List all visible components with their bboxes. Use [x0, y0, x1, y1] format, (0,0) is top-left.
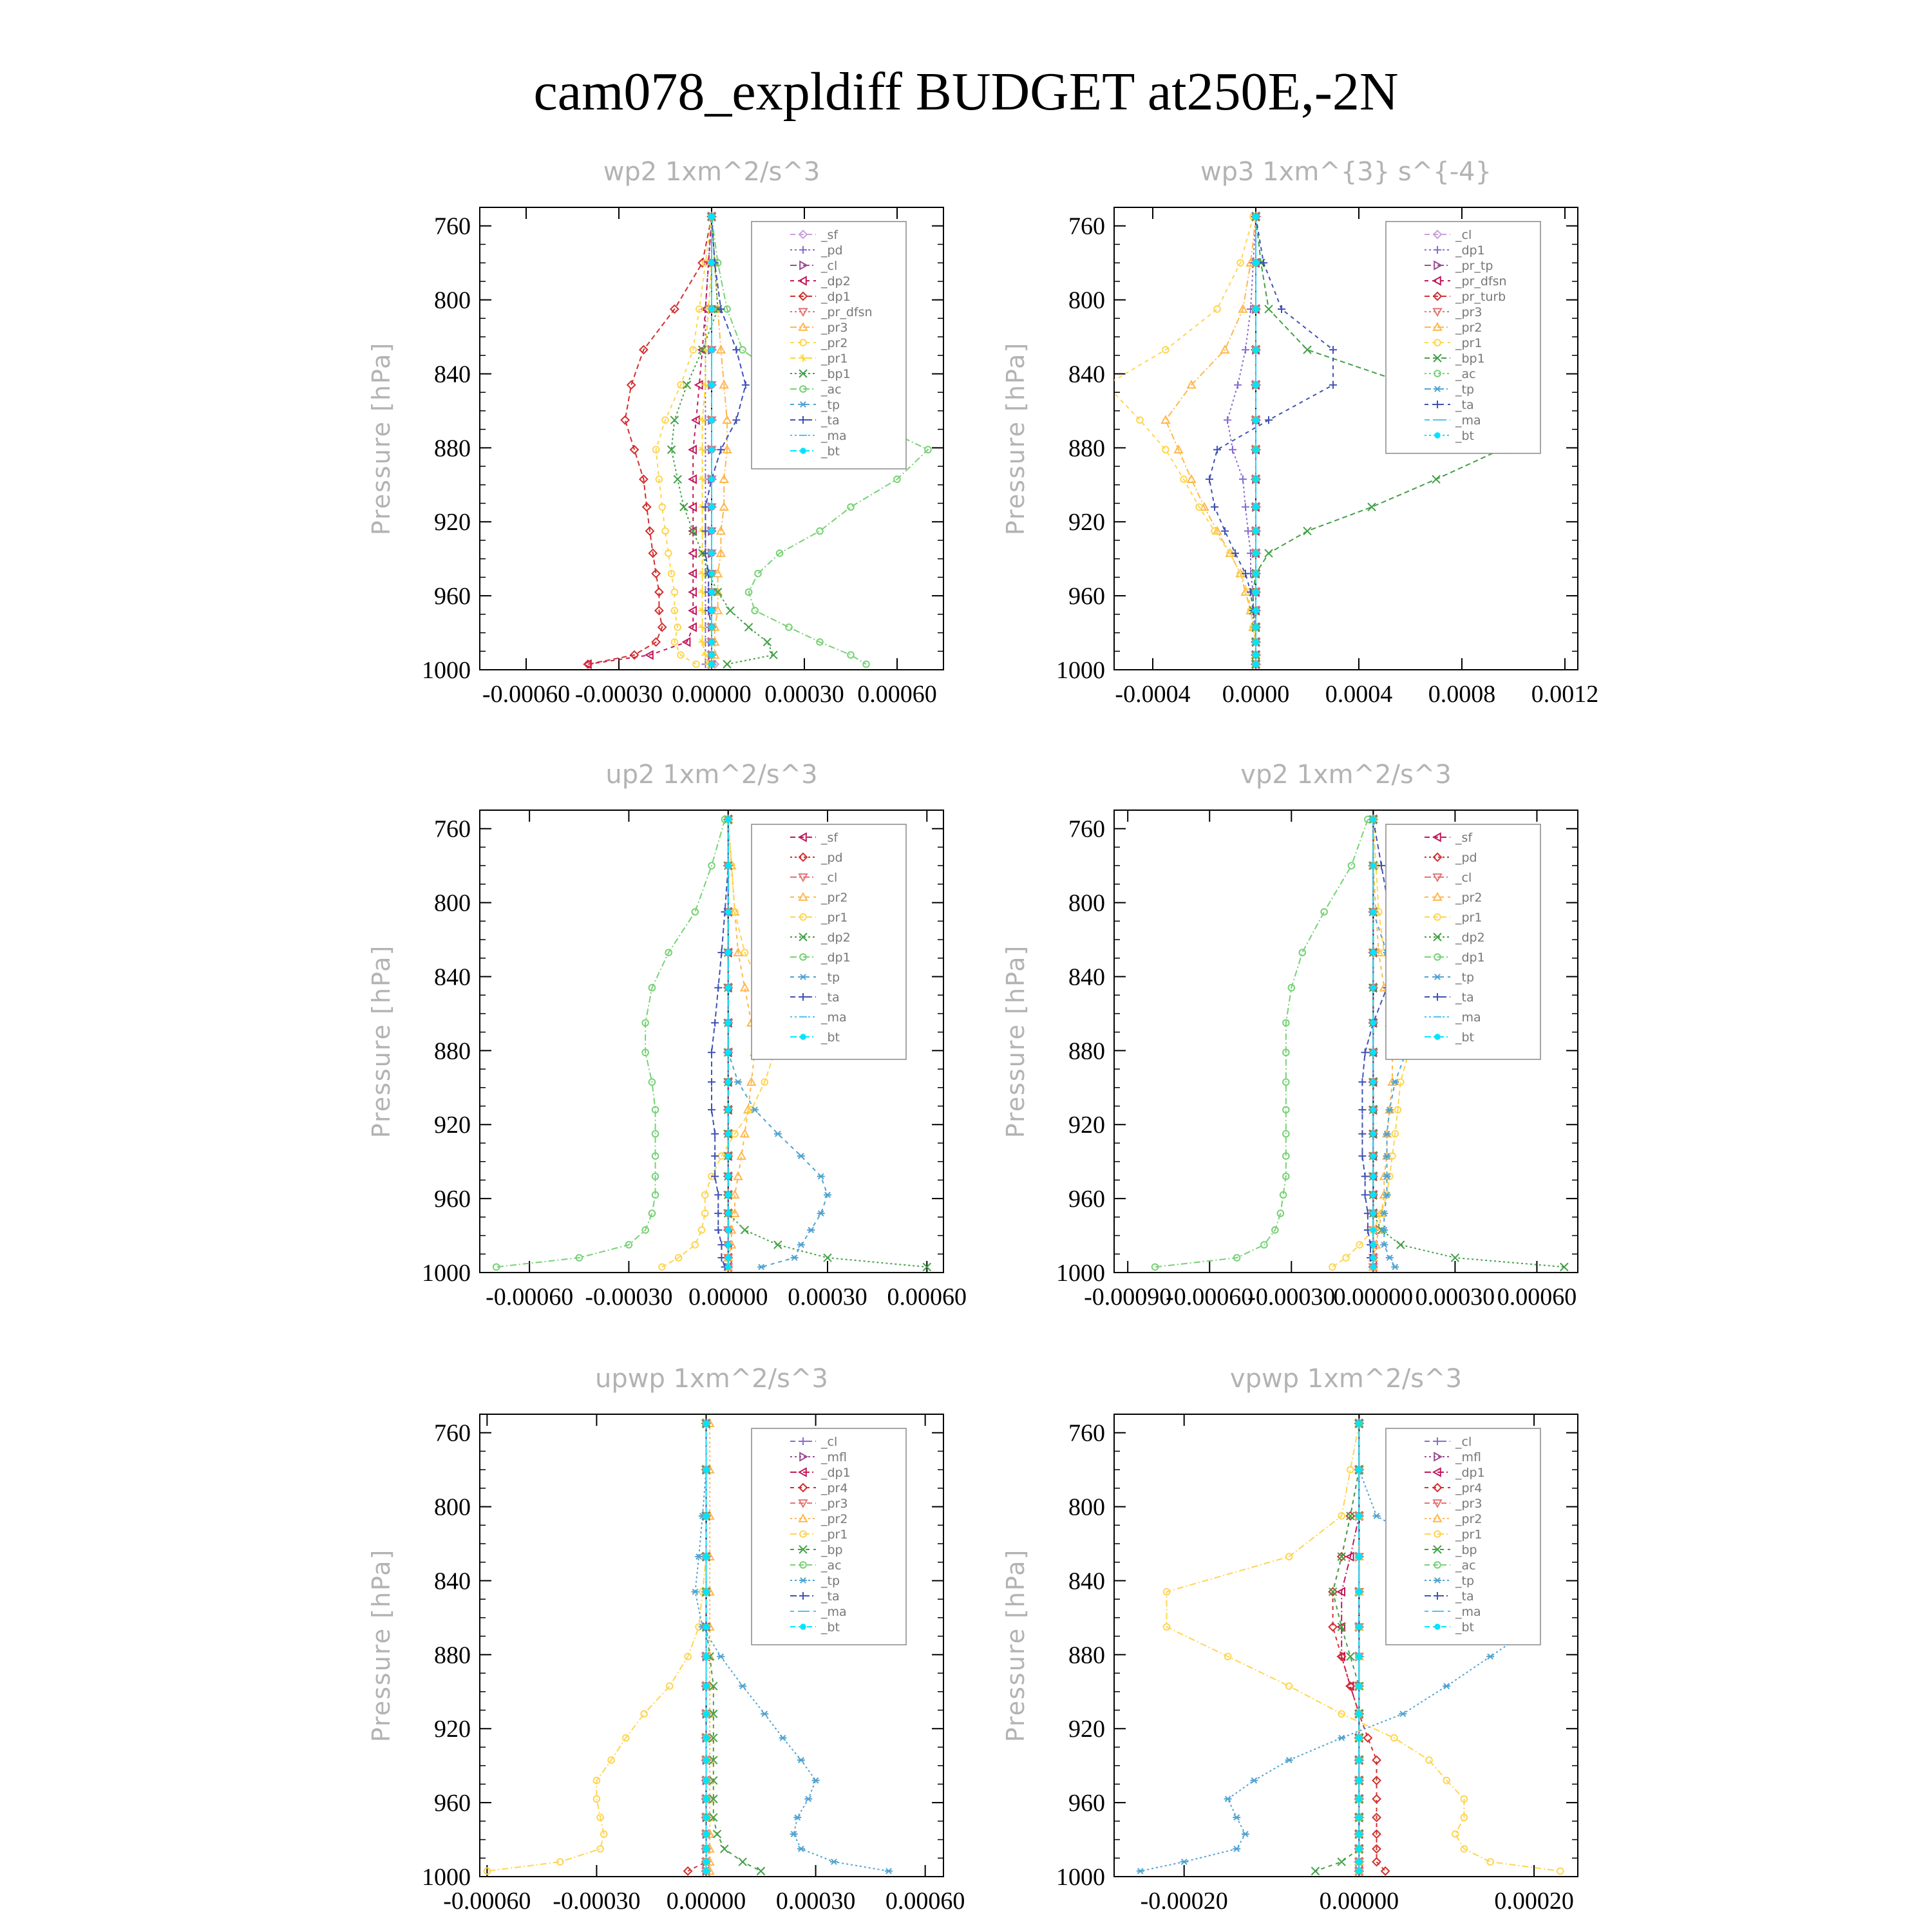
- legend-label: _pr_tp: [1455, 259, 1493, 273]
- x-tick-label: -0.00030: [1247, 1283, 1336, 1311]
- legend-label: _dp1: [821, 1466, 851, 1480]
- legend-label: _bt: [821, 1030, 840, 1045]
- x-tick-label: 0.0012: [1531, 681, 1599, 708]
- y-tick-label: 920: [434, 1716, 471, 1743]
- data-point: [709, 625, 714, 630]
- y-tick-label: 960: [434, 1790, 471, 1817]
- y-tick-label: 960: [1068, 1186, 1105, 1213]
- data-point: [709, 447, 714, 452]
- data-point: [1253, 417, 1258, 422]
- data-point: [703, 1554, 708, 1559]
- legend: [1386, 824, 1540, 1059]
- y-tick-label: 800: [1068, 287, 1105, 314]
- legend-label: _ma: [821, 429, 847, 443]
- legend-label: _cl: [821, 1435, 838, 1449]
- x-tick-label: -0.00060: [1166, 1283, 1254, 1311]
- legend-label: _dp2: [821, 931, 851, 945]
- legend-label: _ma: [1455, 413, 1481, 428]
- data-point: [1253, 625, 1258, 630]
- data-point: [709, 260, 714, 265]
- y-tick-label: 760: [1068, 815, 1105, 843]
- data-point: [709, 528, 714, 533]
- legend-label: _ta: [821, 413, 840, 428]
- x-tick-label: 0.00030: [788, 1283, 867, 1311]
- legend-label: _pr1: [1455, 1528, 1482, 1542]
- y-tick-label: 840: [1068, 361, 1105, 388]
- data-point: [726, 1211, 731, 1216]
- data-point: [709, 383, 714, 388]
- legend-label: _dp1: [1455, 951, 1485, 965]
- y-tick-label: 920: [1068, 1112, 1105, 1139]
- y-axis-label: Pressure [hPa]: [367, 341, 395, 536]
- data-point: [1253, 589, 1258, 594]
- data-point: [703, 1654, 708, 1659]
- x-tick-label: 0.00000: [1333, 1283, 1414, 1311]
- legend-label: _ac: [821, 383, 842, 397]
- data-point: [1370, 1255, 1376, 1260]
- y-tick-label: 880: [434, 435, 471, 462]
- y-axis-label: Pressure [hPa]: [367, 1548, 395, 1743]
- legend-label: _bp: [821, 1543, 843, 1557]
- x-tick-label: 0.00000: [688, 1283, 768, 1311]
- legend-label: _ta: [1455, 990, 1474, 1005]
- legend-label: _dp1: [1455, 243, 1485, 258]
- legend-label: _ma: [821, 1010, 847, 1025]
- data-point: [1356, 1868, 1361, 1873]
- legend-label: _ac: [821, 1558, 842, 1573]
- legend-label: _ma: [821, 1605, 847, 1619]
- x-tick-label: 0.00060: [887, 1283, 967, 1311]
- data-point: [1370, 1131, 1376, 1136]
- legend-label: _bp: [1455, 1543, 1477, 1557]
- legend-label: _tp: [1455, 971, 1475, 985]
- y-tick-label: 840: [1068, 963, 1105, 991]
- data-point: [1370, 1242, 1376, 1247]
- data-point: [709, 639, 714, 645]
- legend-label: _pr1: [821, 911, 848, 925]
- y-axis-label: Pressure [hPa]: [1001, 341, 1030, 536]
- data-point: [1356, 1859, 1361, 1864]
- data-point: [1253, 639, 1258, 645]
- data-point: [1356, 1796, 1361, 1801]
- x-tick-label: -0.00030: [574, 681, 663, 708]
- data-point: [703, 1777, 708, 1783]
- data-point: [703, 1859, 708, 1864]
- data-point: [1356, 1832, 1361, 1837]
- panel-title: vp2 1xm^2/s^3: [1240, 760, 1452, 790]
- data-point: [1370, 909, 1376, 914]
- y-tick-label: 840: [434, 963, 471, 991]
- data-point: [1253, 383, 1258, 388]
- data-point: [709, 307, 714, 312]
- y-tick-label: 760: [434, 815, 471, 843]
- data-point: [1356, 1654, 1361, 1659]
- legend-marker: [800, 1624, 806, 1629]
- x-tick-label: -0.00090: [1084, 1283, 1172, 1311]
- data-point: [1253, 551, 1258, 556]
- data-point: [1370, 985, 1376, 990]
- data-point: [709, 661, 714, 667]
- legend-label: _dp1: [821, 290, 851, 304]
- legend-label: _pr3: [821, 321, 848, 335]
- data-point: [1370, 1153, 1376, 1159]
- data-point: [1253, 307, 1258, 312]
- y-tick-label: 800: [434, 287, 471, 314]
- data-point: [703, 1796, 708, 1801]
- legend: [752, 222, 906, 469]
- x-tick-label: 0.00030: [764, 681, 844, 708]
- legend-label: _pr2: [1455, 1512, 1482, 1526]
- x-tick-label: 0.00030: [1415, 1283, 1495, 1311]
- data-point: [709, 652, 714, 658]
- legend-label: _pr2: [821, 891, 848, 905]
- x-tick-label: -0.0004: [1115, 681, 1191, 708]
- legend-label: _dp2: [1455, 931, 1485, 945]
- y-tick-label: 880: [434, 1642, 471, 1669]
- y-tick-label: 1000: [422, 1260, 471, 1287]
- legend-label: _tp: [821, 398, 840, 412]
- data-point: [1370, 1107, 1376, 1112]
- legend-label: _bt: [1455, 429, 1475, 443]
- y-tick-label: 920: [434, 1112, 471, 1139]
- data-point: [703, 1421, 708, 1426]
- legend-label: _bt: [821, 444, 840, 459]
- y-tick-label: 800: [434, 1493, 471, 1521]
- y-tick-label: 880: [1068, 435, 1105, 462]
- data-point: [703, 1832, 708, 1837]
- y-tick-label: 960: [434, 1186, 471, 1213]
- legend-label: _pr3: [1455, 1497, 1482, 1511]
- legend-label: _pr4: [821, 1481, 848, 1495]
- legend-marker: [800, 448, 806, 453]
- figure-title: cam078_expldiff BUDGET at250E,-2N: [533, 62, 1399, 122]
- data-point: [703, 1868, 708, 1873]
- data-point: [1370, 1264, 1376, 1269]
- data-point: [1253, 528, 1258, 533]
- legend-label: _pr_dfsn: [821, 305, 873, 319]
- x-tick-label: 0.00060: [857, 681, 937, 708]
- y-tick-label: 1000: [422, 1864, 471, 1891]
- legend-label: _ta: [821, 1589, 840, 1604]
- data-point: [709, 347, 714, 352]
- y-tick-label: 760: [434, 1419, 471, 1447]
- x-tick-label: 0.00000: [672, 681, 752, 708]
- data-point: [1370, 817, 1376, 822]
- legend-label: _tp: [821, 971, 840, 985]
- x-tick-label: -0.00030: [585, 1283, 673, 1311]
- y-tick-label: 1000: [422, 657, 471, 684]
- legend-label: _ac: [1455, 367, 1476, 381]
- x-tick-label: 0.00030: [775, 1888, 856, 1915]
- data-point: [1356, 1683, 1361, 1689]
- data-point: [1370, 863, 1376, 868]
- data-point: [726, 863, 731, 868]
- y-tick-label: 1000: [1056, 1864, 1105, 1891]
- y-tick-label: 760: [1068, 213, 1105, 240]
- x-tick-label: -0.00060: [482, 681, 571, 708]
- legend: [752, 824, 906, 1059]
- y-tick-label: 800: [1068, 889, 1105, 917]
- y-tick-label: 1000: [1056, 1260, 1105, 1287]
- legend-label: _dp2: [821, 274, 851, 289]
- legend-marker: [800, 1034, 806, 1039]
- x-tick-label: 0.0008: [1428, 681, 1496, 708]
- y-tick-label: 840: [1068, 1567, 1105, 1595]
- legend-label: _ta: [1455, 398, 1474, 412]
- x-tick-label: -0.00020: [1140, 1888, 1228, 1915]
- data-point: [1253, 571, 1258, 576]
- legend-marker: [1435, 1034, 1440, 1039]
- legend-label: _mfl: [1455, 1450, 1481, 1464]
- data-point: [726, 950, 731, 955]
- x-tick-label: -0.00060: [443, 1888, 531, 1915]
- data-point: [703, 1846, 708, 1852]
- data-point: [1370, 1050, 1376, 1055]
- y-axis-label: Pressure [hPa]: [367, 944, 395, 1139]
- data-point: [709, 417, 714, 422]
- y-tick-label: 920: [434, 509, 471, 536]
- legend-label: _ma: [1455, 1010, 1481, 1025]
- legend-label: _pr2: [1455, 321, 1482, 335]
- legend-label: _ac: [1455, 1558, 1476, 1573]
- panel-title: upwp 1xm^2/s^3: [595, 1364, 828, 1394]
- panel-title: vpwp 1xm^2/s^3: [1229, 1364, 1463, 1394]
- data-point: [1356, 1467, 1361, 1472]
- data-point: [1356, 1846, 1361, 1852]
- data-point: [726, 1020, 731, 1025]
- data-point: [1356, 1757, 1361, 1763]
- y-tick-label: 960: [1068, 583, 1105, 611]
- data-point: [1253, 477, 1258, 482]
- data-point: [1253, 447, 1258, 452]
- data-point: [726, 1153, 731, 1159]
- data-point: [1253, 608, 1258, 613]
- legend-label: _bt: [1455, 1620, 1475, 1634]
- legend: [1386, 1428, 1540, 1645]
- y-tick-label: 800: [434, 889, 471, 917]
- legend-label: _ta: [1455, 1589, 1474, 1604]
- data-point: [1370, 1192, 1376, 1197]
- data-point: [703, 1589, 708, 1595]
- y-tick-label: 880: [1068, 1037, 1105, 1065]
- data-point: [709, 608, 714, 613]
- y-axis-label: Pressure [hPa]: [1001, 944, 1030, 1139]
- x-tick-label: 0.00060: [885, 1888, 965, 1915]
- legend-label: _pr_dfsn: [1455, 274, 1507, 289]
- x-tick-label: 0.0004: [1325, 681, 1393, 708]
- legend-label: _pr1: [821, 1528, 848, 1542]
- x-tick-label: 0.00000: [666, 1888, 746, 1915]
- legend-label: _cl: [1455, 228, 1472, 242]
- data-point: [709, 571, 714, 576]
- legend-label: _bt: [1455, 1030, 1475, 1045]
- legend-label: _pr2: [1455, 891, 1482, 905]
- y-tick-label: 880: [434, 1037, 471, 1065]
- y-axis-label: Pressure [hPa]: [1001, 1548, 1030, 1743]
- x-tick-label: 0.00000: [1319, 1888, 1399, 1915]
- data-point: [726, 909, 731, 914]
- data-point: [1370, 950, 1376, 955]
- legend-label: _pr2: [821, 336, 848, 350]
- data-point: [703, 1815, 708, 1820]
- data-point: [703, 1711, 708, 1716]
- panel-title: up2 1xm^2/s^3: [605, 760, 818, 790]
- y-tick-label: 1000: [1056, 657, 1105, 684]
- data-point: [1370, 1227, 1376, 1233]
- legend: [752, 1428, 906, 1645]
- data-point: [709, 551, 714, 556]
- legend-label: _ta: [821, 990, 840, 1005]
- data-point: [726, 1107, 731, 1112]
- legend-label: _pr3: [821, 1497, 848, 1511]
- data-point: [1370, 1211, 1376, 1216]
- data-point: [726, 1131, 731, 1136]
- data-point: [1356, 1624, 1361, 1629]
- data-point: [726, 1173, 731, 1179]
- y-tick-label: 880: [1068, 1642, 1105, 1669]
- data-point: [1253, 661, 1258, 667]
- legend-label: _sf: [821, 831, 838, 845]
- x-tick-label: 0.0000: [1222, 681, 1290, 708]
- legend-label: _cl: [1455, 1435, 1472, 1449]
- x-tick-label: -0.00030: [553, 1888, 641, 1915]
- legend-label: _tp: [1455, 1574, 1475, 1588]
- data-point: [1253, 214, 1258, 219]
- data-point: [1253, 504, 1258, 509]
- y-tick-label: 840: [434, 361, 471, 388]
- data-point: [1253, 652, 1258, 658]
- data-point: [1370, 1079, 1376, 1084]
- data-point: [1356, 1513, 1361, 1519]
- legend-label: _mfl: [821, 1450, 847, 1464]
- x-tick-label: 0.00020: [1494, 1888, 1574, 1915]
- data-point: [709, 589, 714, 594]
- data-point: [1356, 1735, 1361, 1740]
- data-point: [703, 1513, 708, 1519]
- data-point: [726, 1242, 731, 1247]
- legend-label: _pr3: [1455, 305, 1482, 319]
- legend-label: _bp1: [821, 367, 851, 381]
- data-point: [709, 504, 714, 509]
- y-tick-label: 800: [1068, 1493, 1105, 1521]
- data-point: [1356, 1777, 1361, 1783]
- legend-label: _dp1: [821, 951, 851, 965]
- legend-label: _pd: [821, 851, 843, 865]
- legend-marker: [1435, 433, 1440, 438]
- data-point: [726, 1264, 731, 1269]
- y-tick-label: 920: [1068, 1716, 1105, 1743]
- y-tick-label: 760: [434, 213, 471, 240]
- data-point: [703, 1467, 708, 1472]
- legend-label: _cl: [821, 259, 838, 273]
- data-point: [726, 1192, 731, 1197]
- legend-marker: [1435, 1624, 1440, 1629]
- y-tick-label: 960: [434, 583, 471, 611]
- legend-label: _pr_turb: [1455, 290, 1506, 304]
- data-point: [726, 1227, 731, 1233]
- y-tick-label: 760: [1068, 1419, 1105, 1447]
- legend-label: _dp1: [1455, 1466, 1485, 1480]
- legend-label: _pd: [1455, 851, 1477, 865]
- legend-label: _ma: [1455, 1605, 1481, 1619]
- data-point: [703, 1757, 708, 1763]
- data-point: [726, 985, 731, 990]
- legend-label: _pr2: [821, 1512, 848, 1526]
- data-point: [1356, 1554, 1361, 1559]
- y-tick-label: 960: [1068, 1790, 1105, 1817]
- data-point: [1356, 1589, 1361, 1595]
- legend-label: _sf: [821, 228, 838, 242]
- panel-title: wp3 1xm^{3} s^{-4}: [1200, 157, 1492, 187]
- legend-label: _tp: [1455, 383, 1475, 397]
- legend-label: _pr1: [1455, 911, 1482, 925]
- legend-label: _cl: [821, 871, 838, 885]
- legend-label: _bt: [821, 1620, 840, 1634]
- legend-label: _sf: [1455, 831, 1473, 845]
- legend-label: _tp: [821, 1574, 840, 1588]
- data-point: [1370, 1173, 1376, 1179]
- data-point: [726, 1255, 731, 1260]
- x-tick-label: 0.00060: [1497, 1283, 1577, 1311]
- data-point: [709, 214, 714, 219]
- legend-label: _bp1: [1455, 352, 1485, 366]
- data-point: [703, 1624, 708, 1629]
- data-point: [1356, 1421, 1361, 1426]
- legend-label: _cl: [1455, 871, 1472, 885]
- data-point: [1356, 1815, 1361, 1820]
- legend-label: _pr1: [821, 352, 848, 366]
- data-point: [709, 477, 714, 482]
- data-point: [1356, 1711, 1361, 1716]
- data-point: [726, 817, 731, 822]
- legend-label: _pr4: [1455, 1481, 1482, 1495]
- legend-label: _pr1: [1455, 336, 1482, 350]
- data-point: [726, 1050, 731, 1055]
- data-point: [703, 1735, 708, 1740]
- panel-title: wp2 1xm^2/s^3: [603, 157, 820, 187]
- data-point: [726, 1079, 731, 1084]
- x-tick-label: -0.00060: [486, 1283, 574, 1311]
- data-point: [703, 1683, 708, 1689]
- y-tick-label: 920: [1068, 509, 1105, 536]
- y-tick-label: 840: [434, 1567, 471, 1595]
- legend-label: _pd: [821, 243, 843, 258]
- legend: [1386, 222, 1540, 453]
- data-point: [1253, 260, 1258, 265]
- data-point: [1253, 347, 1258, 352]
- data-point: [1370, 1020, 1376, 1025]
